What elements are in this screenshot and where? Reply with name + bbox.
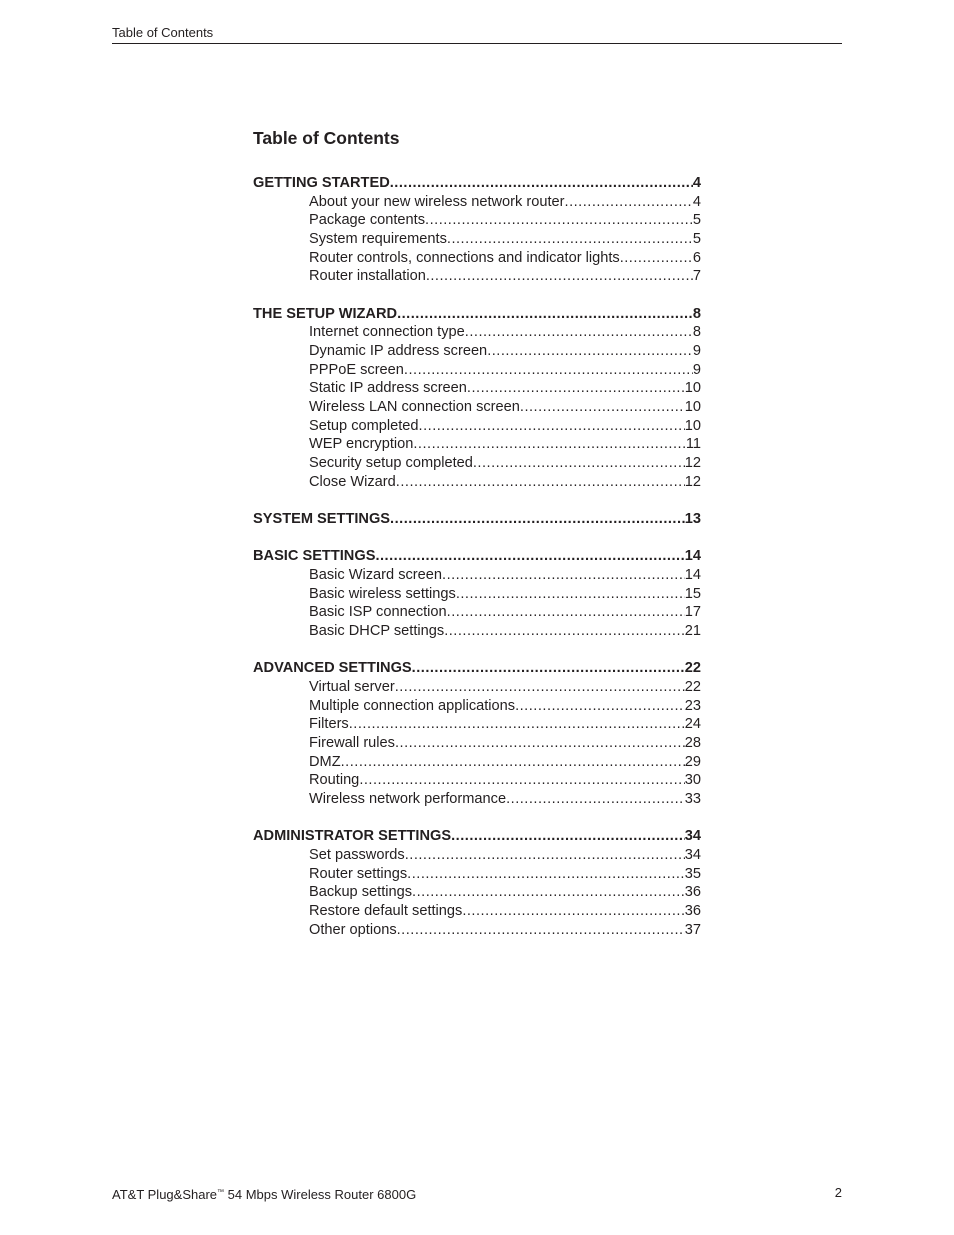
toc-entry-label: Router settings [309,865,408,882]
toc-subentry[interactable] [253,417,701,436]
toc-subentry[interactable] [253,211,701,230]
toc-entry-page: 10 [684,380,701,397]
toc-entry-label: Wireless LAN connection screen [309,399,520,416]
toc-entry-page: 12 [684,455,701,472]
dot-leader [465,323,693,342]
toc-entry-label: Other options [309,921,397,938]
toc-subentry[interactable] [253,603,701,622]
toc-entry-page: 23 [684,697,701,714]
toc-entry-page: 22 [684,678,701,695]
toc-entry-page: 10 [684,399,701,416]
page-number: 2 [834,1185,842,1200]
toc-entry-label: ADMINISTRATOR SETTINGS [253,828,452,845]
page-footer [112,1184,842,1204]
toc-section [253,659,701,809]
running-header: Table of Contents [112,25,842,44]
toc-section [253,510,701,529]
toc-entry-page: 22 [684,660,701,677]
toc-entry-label: Wireless network performance [309,790,507,807]
toc-entry-page: 29 [684,753,701,770]
dot-leader [407,865,685,884]
dot-leader [341,753,685,772]
toc-entry-page: 8 [692,324,701,341]
dot-leader [506,790,685,809]
toc-entry-page: 30 [684,772,701,789]
toc-entry-label: Router controls, connections and indicator lights [309,249,620,266]
toc-entry-label: Static IP address screen [309,380,467,397]
dot-leader [456,585,685,604]
toc-entry-page: 28 [684,734,701,751]
toc-entry-label: GETTING STARTED [253,175,390,191]
toc-entry-label: PPPoE screen [309,361,404,378]
toc-subentry[interactable] [253,715,701,734]
toc-entry-page: 4 [692,193,701,210]
dot-leader [520,398,685,417]
toc-section-entry[interactable] [253,827,701,846]
dot-leader [620,249,693,268]
toc-entry-label: Dynamic IP address screen [309,343,488,359]
toc-subentry[interactable] [253,193,701,212]
toc-entry-page: 12 [684,473,701,490]
toc-entry-label: Close Wizard [309,473,396,490]
toc-section [253,827,701,939]
dot-leader [395,734,685,753]
toc-entry-label: Virtual server [309,678,395,695]
dot-leader [426,267,693,286]
toc-entry-label: Restore default settings [309,902,463,919]
toc-entry-page: 9 [692,361,701,378]
toc-entry-label: Basic wireless settings [309,585,456,602]
toc-entry-label: WEP encryption [309,436,414,453]
toc-entry-label: Router installation [309,268,426,285]
toc-entry-page: 14 [684,566,701,583]
dot-leader [487,342,693,361]
dot-leader [565,193,693,212]
toc-section [253,174,701,286]
toc-entry-page: 15 [684,585,701,602]
toc-subentry[interactable] [253,771,701,790]
dot-leader [447,603,685,622]
toc-entry-label: ADVANCED SETTINGS [253,660,412,677]
dot-leader [397,921,685,940]
toc-entry-label: System requirements [309,231,447,248]
toc-subentry[interactable] [253,249,701,268]
toc-entry-label: THE SETUP WIZARD [253,305,398,322]
toc-entry-label: Internet connection type [309,324,465,341]
toc-subentry[interactable] [253,790,701,809]
dot-leader [425,211,693,230]
toc-entry-label: BASIC SETTINGS [253,548,376,565]
toc-entry-page: 11 [685,436,701,453]
toc-entry-page: 33 [684,790,701,807]
toc-entry-page: 35 [684,865,701,882]
toc-subentry[interactable] [253,622,701,641]
toc-entry-label: Basic ISP connection [309,604,447,621]
toc-entry-page: 9 [692,343,701,359]
toc-section-entry[interactable] [253,305,701,324]
dot-leader [397,305,693,324]
dot-leader [467,379,685,398]
toc-entry-label: Basic Wizard screen [309,566,443,583]
toc-subentry[interactable] [253,846,701,865]
dot-leader [451,827,685,846]
toc-entry-page: 37 [684,921,701,938]
dot-leader [390,510,685,529]
toc-subentry[interactable] [253,734,701,753]
toc-entry-page: 5 [692,212,701,229]
table-of-contents [253,174,701,958]
toc-entry-label: Routing [309,772,360,789]
dot-leader [515,697,685,716]
dot-leader [419,417,685,436]
page-title: Table of Contents [253,128,400,148]
toc-entry-page: 17 [684,604,701,621]
dot-leader [404,361,693,380]
dot-leader [359,771,684,790]
toc-subentry[interactable] [253,883,701,902]
toc-section-entry[interactable] [253,547,701,566]
toc-entry-page: 6 [692,249,701,266]
toc-entry-label: Setup completed [309,417,419,434]
dot-leader [390,174,693,193]
toc-subentry[interactable] [253,865,701,884]
dot-leader [349,715,685,734]
toc-subentry[interactable] [253,230,701,249]
toc-entry-label: Multiple connection applications [309,697,516,714]
toc-entry-page: 13 [684,511,701,527]
toc-entry-label: Package contents [309,212,426,229]
toc-entry-page: 8 [692,305,701,322]
toc-entry-page: 4 [692,175,701,191]
toc-entry-page: 21 [684,622,701,639]
toc-subentry[interactable] [253,379,701,398]
toc-entry-label: DMZ [309,753,341,770]
toc-entry-label: Firewall rules [309,734,395,751]
toc-entry-label: Backup settings [309,884,413,901]
dot-leader [412,883,685,902]
toc-entry-page: 34 [684,828,701,845]
dot-leader [413,435,685,454]
toc-subentry[interactable] [253,454,701,473]
toc-entry-page: 36 [684,884,701,901]
dot-leader [396,473,685,492]
trademark-symbol: ™ [217,1189,225,1196]
toc-subentry[interactable] [253,566,701,585]
dot-leader [412,659,685,678]
toc-subentry[interactable] [253,921,701,940]
footer-product-name: AT&T Plug&Share™ 54 Mbps Wireless Router 6800G [112,1187,417,1202]
toc-subentry[interactable] [253,398,701,417]
toc-entry-page: 34 [684,846,701,863]
toc-entry-page: 7 [692,268,701,285]
toc-entry-label: Security setup completed [309,455,473,472]
toc-subentry[interactable] [253,585,701,604]
toc-subentry[interactable] [253,678,701,697]
toc-section-entry[interactable] [253,659,701,678]
dot-leader [405,846,685,865]
toc-entry-label: About your new wireless network router [309,193,565,210]
toc-subentry[interactable] [253,361,701,380]
dot-leader [462,902,684,921]
toc-entry-label: SYSTEM SETTINGS [253,511,391,527]
toc-entry-label: Basic DHCP settings [309,622,445,639]
toc-subentry[interactable] [253,323,701,342]
dot-leader [395,678,685,697]
toc-subentry[interactable] [253,697,701,716]
toc-entry-label: Filters [309,716,349,733]
toc-section-entry[interactable] [253,510,701,529]
toc-subentry[interactable] [253,753,701,772]
dot-leader [444,622,685,641]
toc-section-entry[interactable] [253,174,701,193]
toc-entry-page: 10 [684,417,701,434]
toc-subentry[interactable] [253,342,701,361]
toc-subentry[interactable] [253,267,701,286]
dot-leader [447,230,693,249]
toc-entry-page: 36 [684,902,701,919]
toc-subentry[interactable] [253,902,701,921]
dot-leader [473,454,685,473]
toc-subentry[interactable] [253,435,701,454]
toc-entry-page: 14 [684,548,701,565]
toc-section [253,305,701,492]
dot-leader [442,566,685,585]
toc-entry-label: Set passwords [309,846,405,863]
dot-leader [375,547,684,566]
toc-subentry[interactable] [253,473,701,492]
toc-entry-page: 5 [692,231,701,248]
toc-entry-page: 24 [684,716,701,733]
toc-section [253,547,701,640]
